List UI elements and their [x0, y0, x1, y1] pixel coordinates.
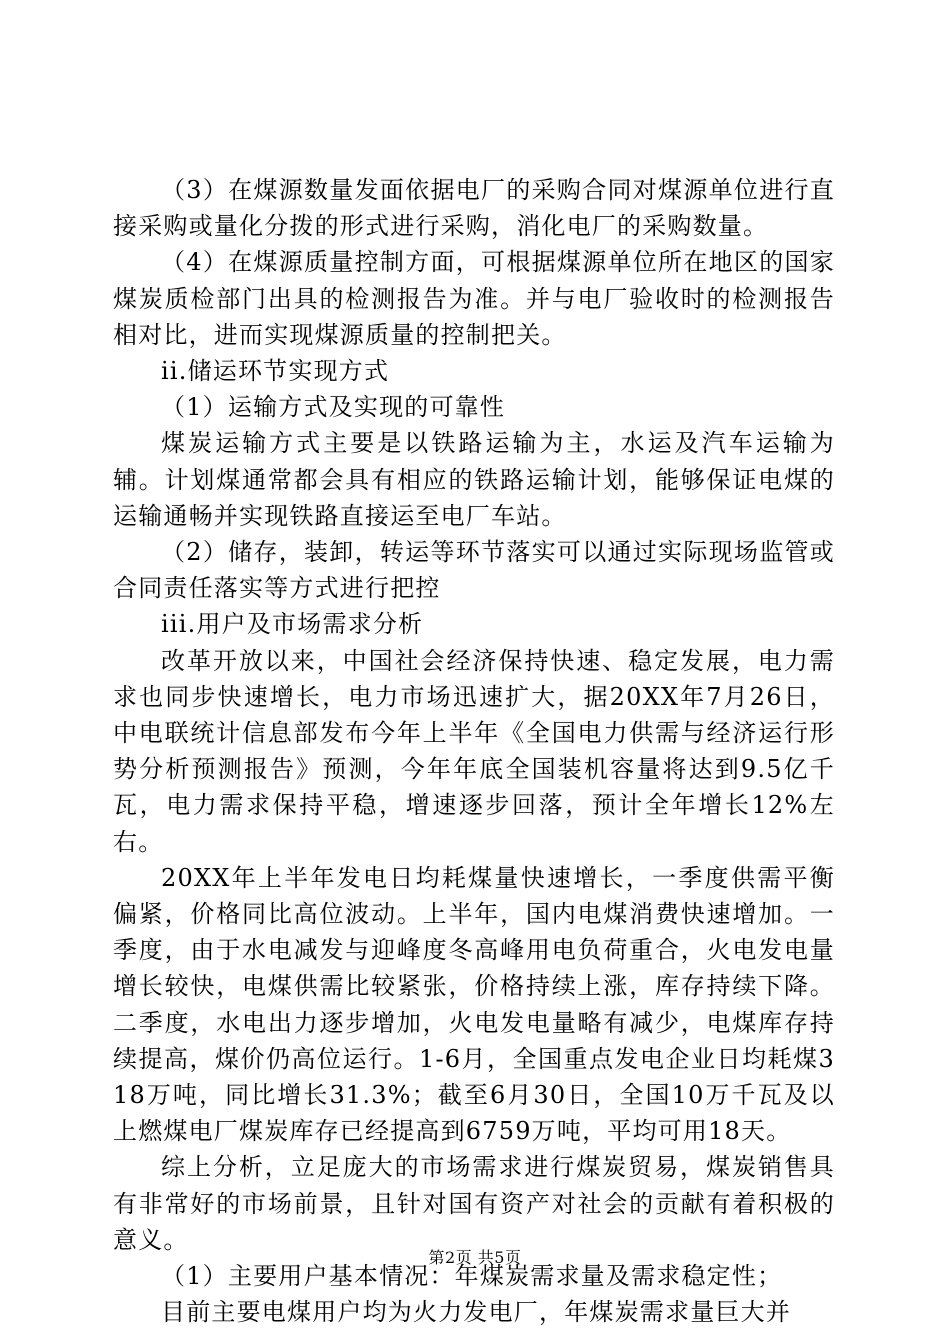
paragraph-summary: 综上分析，立足庞大的市场需求进行煤炭贸易，煤炭销售具有非常好的市场前景，且针对国有资产对社会的贡献有着积极的意义。	[113, 1153, 835, 1254]
heading-storage-transport: ii.储运环节实现方式	[161, 357, 390, 386]
subheading-transport-method: （1）运输方式及实现的可靠性	[161, 393, 506, 422]
paragraph-coal-consumption: 20XX年上半年发电日均耗煤量快速增长，一季度供需平衡偏紧，价格同比高位波动。上半年，国内电煤消费快速增加。一季度，由于水电减发与迎峰度冬高峰用电负荷重合，火电发电量增长较快，电煤供需比较紧张，价格持续上涨，库存持续下降。二季度，水电出力逐步增加，火电发电量略有减少，电煤库存持续提高，煤价仍高位运行。1-6月，全国重点发电企业日均耗煤318万吨，同比增长31.3%；截至6月30日，全国10万千瓦及以上燃煤电厂煤炭库存已经提高到6759万吨，平均可用18天。	[113, 863, 835, 1146]
paragraph-coal-quality: （4）在煤源质量控制方面，可根据煤源单位所在地区的国家煤炭质检部门出具的检测报告为准。并与电厂验收时的检测报告相对比，进而实现煤源质量的控制把关。	[113, 248, 835, 349]
paragraph-power-demand: 改革开放以来，中国社会经济保持快速、稳定发展，电力需求也同步快速增长，电力市场迅速扩大，据20XX年7月26日，中电联统计信息部发布今年上半年《全国电力供需与经济运行形势分析预测报告》预测，今年年底全国装机容量将达到9.5亿千瓦，电力需求保持平稳，增速逐步回落，预计全年增长12%左右。	[113, 646, 835, 856]
paragraph-storage-handling: （2）储存，装卸，转运等环节落实可以通过实际现场监管或合同责任落实等方式进行把控	[113, 538, 835, 603]
paragraph-transport: 煤炭运输方式主要是以铁路运输为主，水运及汽车运输为辅。计划煤通常都会具有相应的铁路运输计划，能够保证电煤的运输通畅并实现铁路直接运至电厂车站。	[113, 429, 835, 530]
page-footer: 第2页 共5页	[428, 1248, 522, 1267]
paragraph-coal-quantity: （3）在煤源数量发面依据电厂的采购合同对煤源单位进行直接采购或量化分拨的形式进行采购，消化电厂的采购数量。	[113, 176, 835, 241]
heading-market-demand: iii.用户及市场需求分析	[161, 610, 424, 639]
document-body	[113, 172, 835, 1331]
subheading-main-users: （1）主要用户基本情况：年煤炭需求量及需求稳定性；	[161, 1262, 783, 1291]
paragraph-main-users: 目前主要电煤用户均为火力发电厂，年煤炭需求量巨大并	[161, 1298, 791, 1327]
